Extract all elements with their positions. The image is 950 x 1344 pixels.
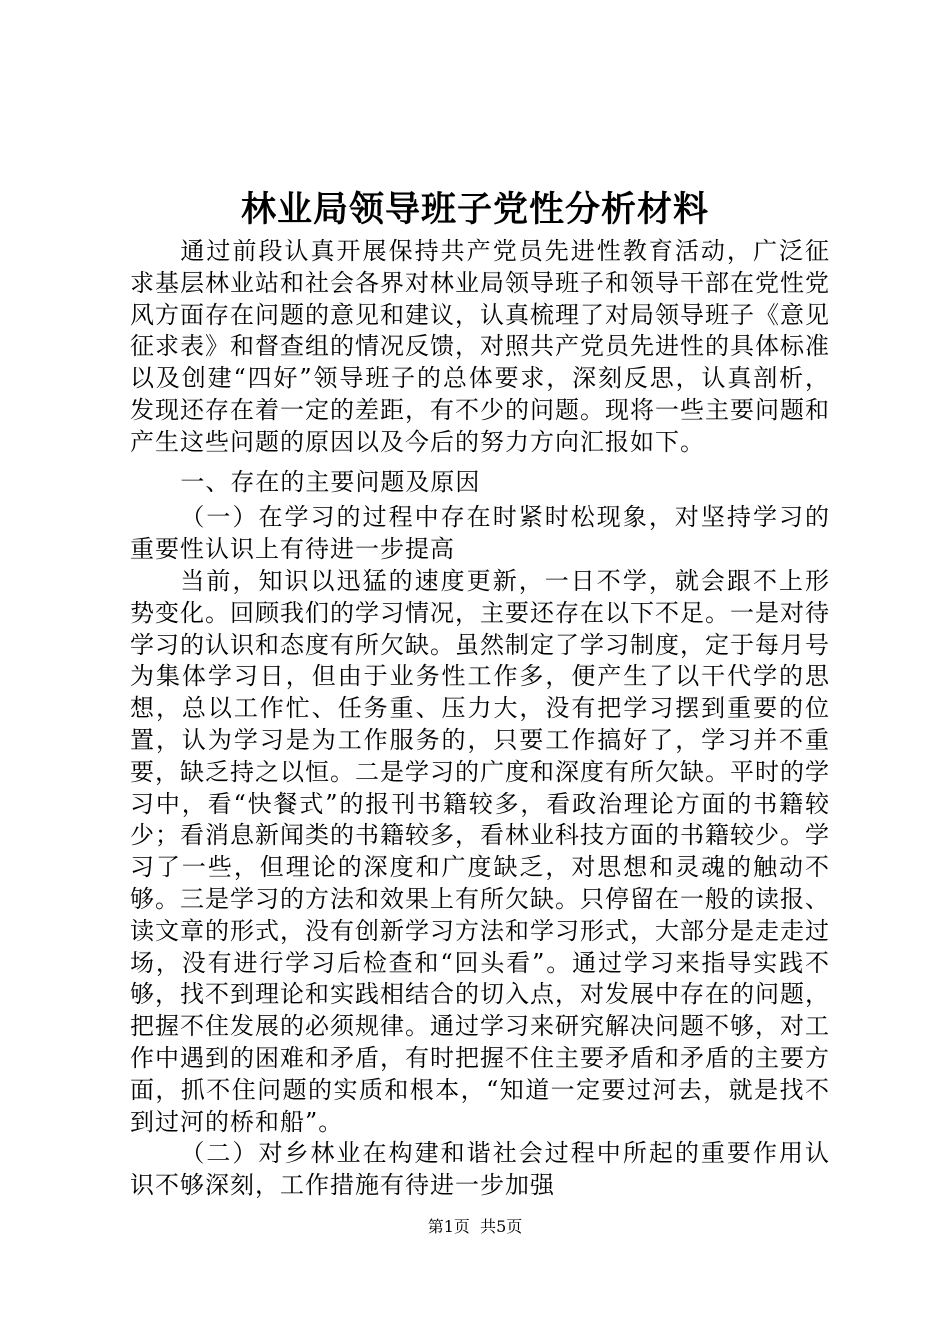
intro-paragraph: 通过前段认真开展保持共产党员先进性教育活动，广泛征求基层林业站和社会各界对林业局领导班子和领导干部在党性党风方面存在问题的意见和建议，认真梳理了对局领导班子《意见征求表》和督查组的情况反馈，对照共产党员先进性的具体标准以及创建“四好”领导班子的总体要求，深刻反思，认真剖析，发现还存在着一定的差距，有不少的问题。现将一些主要问题和产生这些问题的原因以及今后的努力方向汇报如下。 [130, 237, 830, 456]
section-heading-1: 一、存在的主要问题及原因 [180, 467, 481, 496]
subsection-heading-2: （二）对乡林业在构建和谐社会过程中所起的重要作用认识不够深刻，工作措施有待进一步加强 [130, 1139, 830, 1200]
page-total: 共5页 [480, 1217, 523, 1236]
page-number: 第1页 [427, 1217, 470, 1236]
subsection-heading-1: （一）在学习的过程中存在时紧时松现象，对坚持学习的重要性认识上有待进一步提高 [130, 503, 830, 564]
page-footer [0, 1216, 950, 1238]
document-title: 林业局领导班子党性分析材料 [240, 190, 709, 230]
document-body [130, 236, 830, 1202]
body-paragraph-study: 当前，知识以迅猛的速度更新，一日不学，就会跟不上形势变化。回顾我们的学习情况，主要还存在以下不足。一是对待学习的认识和态度有所欠缺。虽然制定了学习制度，定于每月号为集体学习日，但由于业务性工作多，便产生了以干代学的思想，总以工作忙、任务重、压力大，没有把学习摆到重要的位置，认为学习是为工作服务的，只要工作搞好了，学习并不重要，缺乏持之以恒。二是学习的广度和深度有所欠缺。平时的学习中，看“快餐式”的报刊书籍较多，看政治理论方面的书籍较少；看消息新闻类的书籍较多，看林业科技方面的书籍较少。学习了一些，但理论的深度和广度缺乏，对思想和灵魂的触动不够。三是学习的方法和效果上有所欠缺。只停留在一般的读报、读文章的形式，没有创新学习方法和学习形式，大部分是走走过场，没有进行学习后检查和“回头看”。通过学习来指导实践不够，找不到理论和实践相结合的切入点，对发展中存在的问题，把握不住发展的必须规律。通过学习来研究解决问题不够，对工作中遇到的困难和矛盾，有时把握不住主要矛盾和矛盾的主要方面，抓不住问题的实质和根本，“知道一定要过河去，就是找不到过河的桥和船”。 [130, 566, 830, 1136]
